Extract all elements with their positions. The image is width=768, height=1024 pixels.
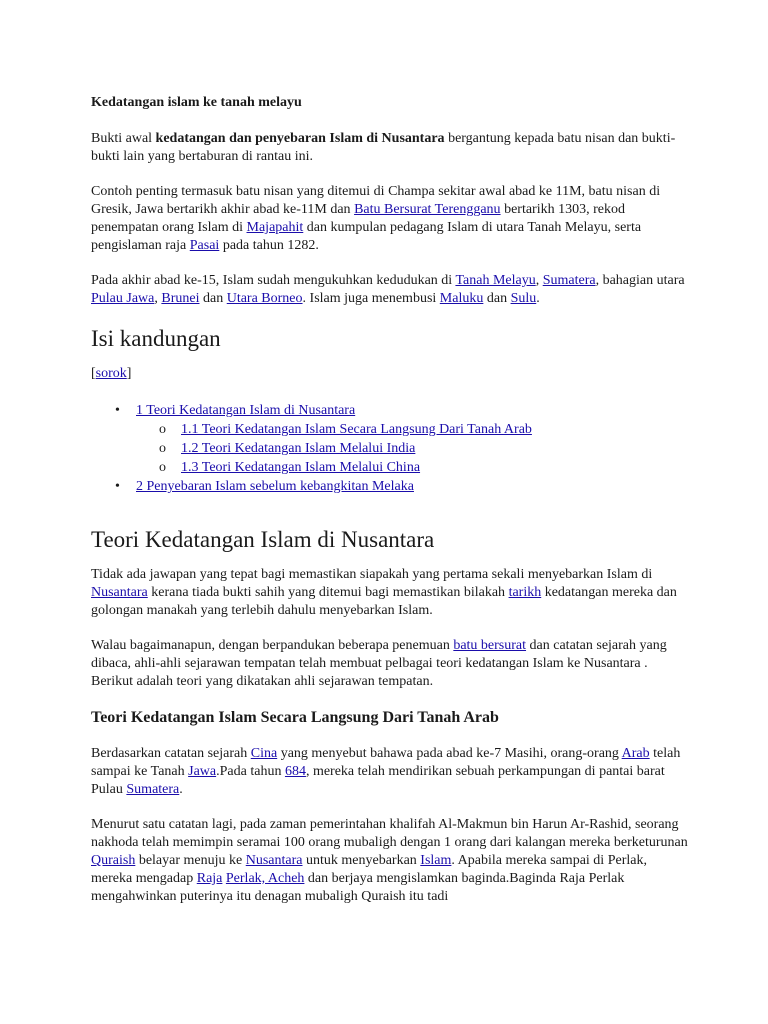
bracket: ] [126, 366, 132, 381]
text: Menurut satu catatan lagi, pada zaman pemerintahan khalifah Al-Makmun bin Harun Ar-Rashid, seorang nakhoda telah memimpin seramai 100 orang mubaligh dengan 1 orang dari kalangan mereka berketurunan [91, 817, 688, 850]
toc-link-1[interactable]: 1 Teori Kedatangan Islam di Nusantara [136, 403, 356, 418]
toc-hide-link[interactable]: sorok [95, 366, 127, 381]
link-arab[interactable]: Arab [621, 746, 650, 761]
link-majapahit[interactable]: Majapahit [246, 220, 304, 235]
link-batu-bersurat-terengganu[interactable]: Batu Bersurat Terengganu [354, 202, 501, 217]
link-quraish[interactable]: Quraish [91, 853, 136, 868]
toc-item [91, 401, 691, 477]
toc-sublist [136, 420, 691, 477]
circle-bullet-icon: o [159, 422, 166, 437]
text: Contoh penting termasuk batu nisan yang ditemui di Champa sekitar awal abad ke 11M, batu nisan di Gresik, Jawa bertarikh akhir abad ke-11M dan [91, 184, 661, 217]
subsection-heading-arab: Teori Kedatangan Islam Secara Langsung Dari Tanah Arab [91, 709, 499, 726]
text: Walau bagaimanapun, dengan berpandukan beberapa penemuan [91, 638, 454, 653]
text: dan kumpulan pedagang Islam di utara Tanah Melayu, serta pengislaman raja [91, 220, 642, 253]
text: dan [199, 291, 227, 306]
document-title: Kedatangan islam ke tanah melayu [91, 95, 302, 110]
link-pasai[interactable]: Pasai [189, 238, 220, 253]
toc-toggle [91, 365, 691, 383]
text: Tidak ada jawapan yang tepat bagi memastikan siapakah yang pertama sekali menyebarkan Islam di [91, 567, 653, 582]
link-sumatera-2[interactable]: Sumatera [126, 782, 180, 797]
circle-bullet-icon: o [159, 441, 166, 456]
bullet-icon: • [115, 479, 120, 494]
text: belayar menuju ke [135, 853, 246, 868]
link-tarikh[interactable]: tarikh [508, 585, 542, 600]
toc-link-1-3[interactable]: 1.3 Teori Kedatangan Islam Melalui China [181, 460, 421, 475]
link-nusantara-2[interactable]: Nusantara [245, 853, 303, 868]
text: telah sampai ke Tanah [91, 746, 681, 779]
link-684[interactable]: 684 [284, 764, 306, 779]
link-maluku[interactable]: Maluku [439, 291, 484, 306]
text: .Pada tahun [216, 764, 285, 779]
text: . [536, 291, 540, 306]
link-batu-bersurat[interactable]: batu bersurat [453, 638, 527, 653]
toc-link-1-2[interactable]: 1.2 Teori Kedatangan Islam Melalui India [181, 441, 416, 456]
text: bertarikh 1303, rekod penempatan orang Islam di [91, 202, 625, 235]
text: kedatangan mereka dan golongan manakah yang terlebih dahulu menyebarkan Islam. [91, 585, 677, 618]
section1-paragraph-1 [91, 566, 691, 620]
section1-paragraph-2 [91, 637, 691, 691]
toc-item [91, 477, 691, 496]
link-cina[interactable]: Cina [250, 746, 278, 761]
text: . [179, 782, 183, 797]
link-jawa[interactable]: Jawa [188, 764, 217, 779]
toc-list [91, 401, 691, 496]
toc-subitem [91, 420, 691, 439]
text: Pada akhir abad ke-15, Islam sudah mengukuhkan kedudukan di [91, 273, 456, 288]
link-nusantara[interactable]: Nusantara [91, 585, 148, 600]
intro-paragraph-1 [91, 130, 691, 166]
document-body [91, 94, 691, 923]
link-sulu[interactable]: Sulu [510, 291, 537, 306]
text: , mereka telah mendirikan sebuah perkampungan di pantai barat Pulau [91, 764, 665, 797]
text: . Apabila mereka sampai di Perlak, mereka mengadap [91, 853, 647, 886]
link-utara-borneo[interactable]: Utara Borneo [226, 291, 303, 306]
toc-subitem [91, 439, 691, 458]
intro-paragraph-2 [91, 183, 691, 255]
bracket: [ [91, 366, 96, 381]
text: kerana tiada bukti sahih yang ditemui bagi memastikan bilakah [147, 585, 509, 600]
text: Bukti awal [91, 131, 156, 146]
text: dan berjaya mengislamkan baginda.Baginda Raja Perlak mengahwinkan puterinya itu denagan mubaligh Quraish itu tadi [91, 871, 625, 904]
link-pulau-jawa[interactable]: Pulau Jawa [91, 291, 155, 306]
section2-paragraph-1 [91, 745, 691, 799]
toc-subitem [91, 458, 691, 477]
text: untuk menyebarkan [302, 853, 421, 868]
text: , [535, 273, 543, 288]
text: Berdasarkan catatan sejarah [91, 746, 251, 761]
link-brunei[interactable]: Brunei [161, 291, 200, 306]
link-tanah-melayu[interactable]: Tanah Melayu [455, 273, 536, 288]
text: yang menyebut bahawa pada abad ke-7 Masihi, orang-orang [277, 746, 622, 761]
toc-link-2[interactable]: 2 Penyebaran Islam sebelum kebangkitan Melaka [136, 479, 414, 494]
intro-paragraph-3 [91, 272, 691, 308]
text: . Islam juga menembusi [302, 291, 440, 306]
link-sumatera[interactable]: Sumatera [542, 273, 596, 288]
text: , bahagian utara [595, 273, 685, 288]
text: dan catatan sejarah yang dibaca, ahli-ahli sejarawan tempatan telah membuat pelbagai teori kedatangan Islam ke Nusantara . Berikut adalah teori yang dikatakan ahli sejarawan tempatan. [91, 638, 667, 689]
text: bergantung kepada batu nisan dan bukti-bukti lain yang bertaburan di rantau ini. [91, 131, 676, 164]
link-perlak-acheh[interactable]: Perlak, Acheh [225, 871, 305, 886]
section-heading-teori: Teori Kedatangan Islam di Nusantara [91, 527, 435, 552]
link-raja[interactable]: Raja [196, 871, 223, 886]
toc-heading: Isi kandungan [91, 326, 221, 351]
text: pada tahun 1282. [219, 238, 319, 253]
bullet-icon: • [115, 403, 120, 418]
toc-link-1-1[interactable]: 1.1 Teori Kedatangan Islam Secara Langsung Dari Tanah Arab [181, 422, 532, 437]
text: dan [483, 291, 511, 306]
circle-bullet-icon: o [159, 460, 166, 475]
section2-paragraph-2 [91, 816, 691, 906]
text: , [154, 291, 162, 306]
link-islam[interactable]: Islam [420, 853, 452, 868]
bold-text: kedatangan dan penyebaran Islam di Nusantara [155, 131, 445, 146]
